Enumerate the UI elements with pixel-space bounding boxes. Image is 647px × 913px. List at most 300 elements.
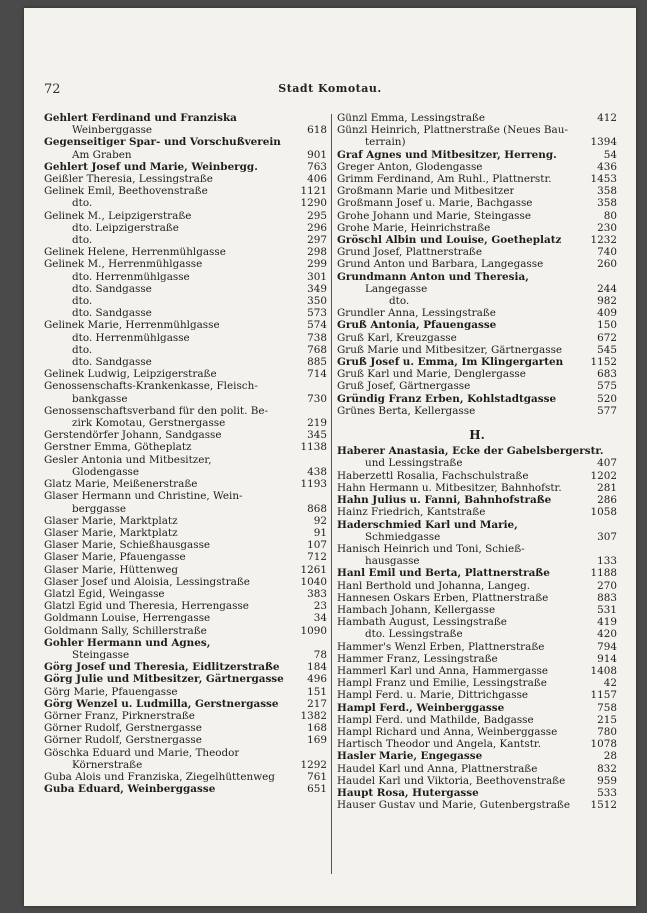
entry-name: Hainz Friedrich, Kantstraße: [337, 506, 486, 519]
directory-entry: [337, 470, 617, 482]
directory-entry: [337, 641, 617, 653]
directory-entry: [44, 637, 327, 649]
entry-name: Gründig Franz Erben, Kohlstadtgasse: [337, 392, 557, 405]
house-number: 763: [307, 160, 327, 173]
house-number: [323, 454, 327, 466]
house-number: 407: [597, 457, 617, 470]
entry-name: Langegasse: [365, 282, 428, 295]
directory-entry: [44, 124, 327, 136]
entry-name: Hammer's Wenzl Erben, Plattnerstraße: [337, 640, 545, 653]
house-number: 133: [597, 555, 617, 568]
entry-name: Greger Anton, Glodengasse: [337, 160, 483, 173]
entry-name: Haupt Rosa, Hutergasse: [337, 786, 479, 799]
column-divider: [331, 114, 332, 874]
house-number: 761: [307, 770, 327, 783]
entry-name: Haudel Karl und Anna, Plattnerstraße: [337, 762, 538, 775]
directory-entry: [44, 722, 327, 734]
entry-name: Gehlert Ferdinand und Franziska: [44, 112, 237, 124]
entry-name: Glaser Josef und Aloisia, Lessingstraße: [44, 575, 250, 588]
house-number: 531: [597, 603, 617, 616]
directory-entry: [337, 580, 617, 592]
page-title: Stadt Komotau.: [278, 82, 382, 95]
entry-name: dto. Sandgasse: [72, 307, 152, 320]
directory-entry: [44, 588, 327, 600]
directory-entry: [337, 726, 617, 738]
entry-name: Geißler Theresia, Lessingstraße: [44, 173, 213, 186]
house-number: 1290: [300, 197, 327, 210]
entry-name: Am Graben: [72, 148, 132, 161]
house-number: 383: [307, 587, 327, 600]
directory-entry: [44, 698, 327, 710]
entry-name: Grünes Berta, Kellergasse: [337, 404, 476, 417]
directory-entry: [337, 332, 617, 344]
entry-name: Hammerl Karl und Anna, Hammergasse: [337, 664, 549, 677]
house-number: 520: [597, 392, 617, 405]
house-number: 150: [597, 319, 617, 332]
house-number: 1078: [590, 738, 617, 751]
entry-name: Glaser Marie, Hüttenweg: [44, 563, 179, 576]
entry-name: Grundmann Anton und Theresia,: [337, 270, 529, 283]
house-number: 1394: [590, 136, 617, 149]
house-number: 651: [307, 783, 327, 796]
directory-entry: [337, 506, 617, 518]
entry-name: Glaser Marie, Marktplatz: [44, 526, 178, 539]
entry-name: Gegenseitiger Spar- und Vorschußverein: [44, 136, 281, 149]
house-number: 107: [307, 539, 327, 552]
house-number: 901: [307, 148, 327, 161]
house-number: 296: [307, 221, 327, 234]
entry-name: Steingasse: [72, 648, 130, 661]
directory-entry: [337, 653, 617, 665]
entry-name: Görg Julie und Mitbesitzer, Gärtnergasse: [44, 673, 284, 686]
directory-entry: [44, 539, 327, 551]
house-number: 1292: [300, 758, 327, 771]
directory-entry: [337, 405, 617, 417]
entry-name: Hannesen Oskars Erben, Plattnerstraße: [337, 591, 549, 604]
directory-entry: [337, 112, 617, 124]
directory-entry: [337, 234, 617, 246]
house-number: [613, 519, 617, 531]
directory-entry: [44, 210, 327, 222]
house-number: 412: [597, 112, 617, 124]
directory-entry: [44, 649, 327, 661]
entry-name: Hanl Berthold und Johanna, Langeg.: [337, 579, 531, 592]
directory-entry: [337, 543, 617, 555]
directory-entry: [44, 759, 327, 771]
house-number: 618: [307, 124, 327, 137]
house-number: [613, 445, 617, 457]
entry-name: Gruß Karl und Marie, Denglergasse: [337, 368, 526, 381]
directory-entry: [44, 295, 327, 307]
entry-name: Glatzl Egid und Theresia, Herrengasse: [44, 600, 249, 613]
book-page: [24, 8, 636, 906]
directory-entry: [337, 246, 617, 258]
entry-name: Hambach Johann, Kellergasse: [337, 603, 496, 616]
directory-entry: [337, 319, 617, 331]
house-number: 184: [307, 661, 327, 674]
house-number: [323, 380, 327, 392]
directory-entry: [44, 441, 327, 453]
directory-entry: [337, 457, 617, 469]
house-number: 780: [597, 725, 617, 738]
house-number: [323, 637, 327, 649]
directory-entry: [44, 600, 327, 612]
house-number: 298: [307, 246, 327, 259]
entry-name: Grimm Ferdinand, Am Ruhl., Plattnerstr.: [337, 173, 552, 186]
house-number: 299: [307, 258, 327, 271]
entry-name: Hampl Ferd. und Mathilde, Badgasse: [337, 713, 534, 726]
entry-name: Hampl Richard und Anna, Weinberggasse: [337, 725, 558, 738]
entry-name: hausgasse: [365, 555, 420, 568]
directory-entry: [44, 319, 327, 331]
directory-entry: [337, 161, 617, 173]
house-number: 683: [597, 368, 617, 381]
directory-entry: [44, 527, 327, 539]
entry-name: Grohe Johann und Marie, Steingasse: [337, 209, 531, 222]
house-number: 1261: [300, 563, 327, 576]
directory-entry: [337, 494, 617, 506]
house-number: 297: [307, 234, 327, 247]
directory-entry: [44, 673, 327, 685]
entry-name: Gruß Marie und Mitbesitzer, Gärtnergasse: [337, 343, 563, 356]
entry-name: Gerstendörfer Johann, Sandgasse: [44, 429, 222, 442]
entry-name: Gruß Josef u. Emma, Im Klingergarten: [337, 356, 564, 369]
section-letter: H.: [469, 428, 485, 443]
entry-name: Hahn Julius u. Fanni, Bahnhofstraße: [337, 494, 552, 507]
house-number: [323, 490, 327, 502]
directory-entry: [337, 380, 617, 392]
entry-name: Hasler Marie, Engegasse: [337, 750, 483, 763]
directory-entry: [44, 417, 327, 429]
entry-name: Gelinek M., Leipzigerstraße: [44, 209, 192, 222]
directory-entry: [44, 551, 327, 563]
directory-entry: [44, 307, 327, 319]
entry-name: Grund Josef, Plattnerstraße: [337, 246, 483, 259]
house-number: 92: [313, 514, 327, 527]
entry-name: berggasse: [72, 502, 127, 515]
directory-entry: [44, 344, 327, 356]
house-number: 169: [307, 734, 327, 747]
entry-name: Weinberggasse: [72, 124, 153, 137]
house-number: 573: [307, 307, 327, 320]
directory-entry: [44, 429, 327, 441]
entry-name: Großmann Josef u. Marie, Bachgasse: [337, 197, 533, 210]
house-number: 885: [307, 356, 327, 369]
directory-entry: [337, 197, 617, 209]
entry-name: Haberer Anastasia, Ecke der Gabelsbergerstr.: [337, 445, 604, 458]
entry-name: Gerstner Emma, Götheplatz: [44, 441, 192, 454]
left-column: [44, 112, 327, 795]
entry-name: Gelinek Emil, Beethovenstraße: [44, 185, 208, 198]
directory-entry: [44, 161, 327, 173]
entry-name: Hampl Ferd., Weinberggasse: [337, 701, 505, 714]
entry-name: Hampl Ferd. u. Marie, Dittrichgasse: [337, 689, 529, 702]
directory-entry: [44, 564, 327, 576]
entry-name: Hanisch Heinrich und Toni, Schieß-: [337, 542, 525, 555]
house-number: 244: [597, 282, 617, 295]
directory-entry: [337, 258, 617, 270]
directory-entry: [44, 112, 327, 124]
entry-name: dto. Herrenmühlgasse: [72, 331, 190, 344]
entry-name: Goldmann Louise, Herrengasse: [44, 612, 211, 625]
entry-name: Görg Marie, Pfauengasse: [44, 685, 178, 698]
directory-entry: [337, 210, 617, 222]
house-number: [323, 136, 327, 148]
directory-entry: [44, 612, 327, 624]
entry-name: dto.: [389, 295, 410, 308]
entry-name: Haberzettl Rosalia, Fachschulstraße: [337, 469, 529, 482]
house-number: 577: [597, 404, 617, 417]
house-number: 349: [307, 282, 327, 295]
entry-name: Görner Franz, Pirknerstraße: [44, 709, 195, 722]
entry-name: dto.: [72, 234, 93, 247]
directory-entry: [337, 307, 617, 319]
entry-name: Gruß Antonia, Pfauengasse: [337, 319, 497, 332]
entry-name: und Lessingstraße: [365, 457, 463, 470]
directory-entry: [44, 405, 327, 417]
directory-entry: [44, 258, 327, 270]
directory-entry: [337, 136, 617, 148]
entry-name: Gelinek Helene, Herrenmühlgasse: [44, 246, 226, 259]
entry-name: Günzl Heinrich, Plattnerstraße (Neues Bau-: [337, 124, 568, 137]
entry-name: Goldmann Sally, Schillerstraße: [44, 624, 207, 637]
directory-entry: [337, 763, 617, 775]
directory-entry: [337, 689, 617, 701]
house-number: 545: [597, 343, 617, 356]
entry-name: terrain): [365, 136, 406, 149]
house-number: 768: [307, 343, 327, 356]
directory-entry: [44, 466, 327, 478]
entry-name: Grohe Marie, Heinrichstraße: [337, 221, 491, 234]
directory-entry: [337, 482, 617, 494]
house-number: 1232: [590, 234, 617, 247]
directory-entry: [337, 738, 617, 750]
directory-entry: [44, 380, 327, 392]
entry-name: Gruß Karl, Kreuzgasse: [337, 331, 457, 344]
house-number: 286: [597, 494, 617, 507]
entry-name: Hahn Hermann u. Mitbesitzer, Bahnhofstr.: [337, 481, 562, 494]
house-number: 1408: [590, 664, 617, 677]
entry-name: Gelinek Ludwig, Leipzigerstraße: [44, 368, 217, 381]
directory-entry: [44, 771, 327, 783]
house-number: 406: [307, 173, 327, 186]
house-number: 281: [597, 481, 617, 494]
directory-entry: [337, 787, 617, 799]
directory-entry: [337, 417, 617, 423]
house-number: 672: [597, 331, 617, 344]
entry-name: Guba Alois und Franziska, Ziegelhüttenweg: [44, 770, 275, 783]
house-number: 358: [597, 197, 617, 210]
house-number: 350: [307, 295, 327, 308]
directory-entry: [44, 478, 327, 490]
house-number: 230: [597, 221, 617, 234]
directory-entry: [337, 185, 617, 197]
house-number: 959: [597, 774, 617, 787]
house-number: 1157: [590, 689, 617, 702]
entry-name: Graf Agnes und Mitbesitzer, Herreng.: [337, 148, 557, 161]
directory-entry: [337, 356, 617, 368]
entry-name: Görner Rudolf, Gerstnergasse: [44, 734, 202, 747]
directory-entry: [337, 149, 617, 161]
house-number: 219: [307, 417, 327, 430]
house-number: 1121: [300, 185, 327, 198]
directory-entry: [337, 799, 617, 811]
entry-name: dto. Leipzigerstraße: [72, 221, 179, 234]
directory-entry: [337, 445, 617, 457]
directory-entry: [44, 234, 327, 246]
house-number: 301: [307, 270, 327, 283]
entry-name: Glatzl Egid, Weingasse: [44, 587, 165, 600]
directory-entry: [44, 197, 327, 209]
directory-entry: [44, 515, 327, 527]
house-number: 34: [313, 612, 327, 625]
entry-name: Grundler Anna, Lessingstraße: [337, 307, 496, 320]
directory-entry: [44, 747, 327, 759]
house-number: 28: [603, 750, 617, 763]
directory-entry: [337, 665, 617, 677]
page-number: 72: [44, 82, 61, 97]
entry-name: Hammer Franz, Lessingstraße: [337, 652, 498, 665]
directory-entry: [44, 490, 327, 502]
directory-entry: [337, 519, 617, 531]
house-number: [323, 747, 327, 759]
house-number: 712: [307, 551, 327, 564]
house-number: 436: [597, 160, 617, 173]
entry-name: Gelinek Marie, Herrenmühlgasse: [44, 319, 220, 332]
directory-entry: [44, 454, 327, 466]
house-number: 1058: [590, 506, 617, 519]
house-number: 358: [597, 185, 617, 198]
house-number: [613, 543, 617, 555]
house-number: 575: [597, 380, 617, 393]
directory-entry: [337, 775, 617, 787]
house-number: 42: [603, 677, 617, 690]
directory-entry: [337, 750, 617, 762]
directory-entry: [337, 702, 617, 714]
house-number: 1382: [300, 709, 327, 722]
directory-entry: [44, 686, 327, 698]
entry-name: Görner Rudolf, Gerstnergasse: [44, 722, 202, 735]
house-number: 832: [597, 762, 617, 775]
house-number: 883: [597, 591, 617, 604]
entry-name: Gehlert Josef und Marie, Weinbergg.: [44, 160, 258, 173]
house-number: 151: [307, 685, 327, 698]
house-number: 168: [307, 722, 327, 735]
house-number: 868: [307, 502, 327, 515]
directory-entry: [337, 592, 617, 604]
house-number: [323, 405, 327, 417]
directory-entry: [337, 368, 617, 380]
directory-entry: [337, 344, 617, 356]
house-number: 1193: [300, 478, 327, 491]
entry-name: Glodengasse: [72, 465, 140, 478]
house-number: 295: [307, 209, 327, 222]
house-number: 215: [597, 713, 617, 726]
directory-entry: [44, 393, 327, 405]
house-number: 217: [307, 697, 327, 710]
entry-name: dto. Sandgasse: [72, 356, 152, 369]
house-number: [613, 124, 617, 136]
directory-entry: [44, 283, 327, 295]
directory-entry: [337, 714, 617, 726]
house-number: 78: [313, 648, 327, 661]
entry-name: Glatz Marie, Meißenerstraße: [44, 478, 198, 491]
house-number: 1188: [590, 567, 617, 580]
house-number: 80: [603, 209, 617, 222]
entry-name: Haderschmied Karl und Marie,: [337, 518, 518, 531]
directory-entry: [44, 734, 327, 746]
directory-entry: [337, 604, 617, 616]
house-number: 438: [307, 465, 327, 478]
directory-entry: [337, 295, 617, 307]
directory-entry: [44, 136, 327, 148]
house-number: 738: [307, 331, 327, 344]
house-number: 1090: [300, 624, 327, 637]
entry-name: Hauser Gustav und Marie, Gutenbergstraße: [337, 799, 570, 812]
entry-name: zirk Komotau, Gerstnergasse: [72, 417, 226, 430]
house-number: 1453: [590, 173, 617, 186]
entry-name: Schmiedgasse: [365, 530, 441, 543]
house-number: 409: [597, 307, 617, 320]
directory-entry: [44, 710, 327, 722]
entry-name: dto. Sandgasse: [72, 282, 152, 295]
house-number: 1512: [590, 799, 617, 812]
directory-entry: [337, 531, 617, 543]
entry-name: dto.: [72, 343, 93, 356]
house-number: 496: [307, 673, 327, 686]
entry-name: Hanl Emil und Berta, Plattnerstraße: [337, 567, 550, 580]
house-number: 1138: [300, 441, 327, 454]
entry-name: Genossenschaftsverband für den polit. Be-: [44, 404, 269, 417]
directory-entry: [337, 555, 617, 567]
entry-name: Günzl Emma, Lessingstraße: [337, 112, 486, 124]
directory-entry: [44, 661, 327, 673]
directory-entry: [337, 271, 617, 283]
house-number: 714: [307, 368, 327, 381]
house-number: 1152: [590, 356, 617, 369]
directory-entry: [337, 677, 617, 689]
entry-name: dto.: [72, 295, 93, 308]
house-number: 730: [307, 392, 327, 405]
directory-entry: [44, 332, 327, 344]
directory-entry: [44, 503, 327, 515]
entry-name: Großmann Marie und Mitbesitzer: [337, 185, 515, 198]
house-number: 420: [597, 628, 617, 641]
house-number: 982: [597, 295, 617, 308]
directory-entry: [337, 567, 617, 579]
house-number: 914: [597, 652, 617, 665]
entry-name: Gelinek M., Herrenmühlgasse: [44, 258, 203, 271]
directory-entry: [44, 356, 327, 368]
entry-name: Hambath August, Lessingstraße: [337, 616, 507, 629]
house-number: [613, 271, 617, 283]
directory-entry: [44, 149, 327, 161]
house-number: 533: [597, 786, 617, 799]
directory-entry: [44, 222, 327, 234]
house-number: 794: [597, 640, 617, 653]
entry-name: Haudel Karl und Viktoria, Beethovenstraße: [337, 774, 566, 787]
entry-name: dto. Lessingstraße: [365, 628, 463, 641]
entry-name: Glaser Marie, Pfauengasse: [44, 551, 186, 564]
entry-name: Göschka Eduard und Marie, Theodor: [44, 746, 240, 759]
house-number: 758: [597, 701, 617, 714]
entry-name: dto. Herrenmühlgasse: [72, 270, 190, 283]
directory-entry: [337, 616, 617, 628]
entry-name: Görg Wenzel u. Ludmilla, Gerstnergasse: [44, 697, 279, 710]
entry-name: Gesler Antonia und Mitbesitzer,: [44, 453, 212, 466]
house-number: 307: [597, 530, 617, 543]
entry-name: Gohler Hermann und Agnes,: [44, 636, 211, 649]
